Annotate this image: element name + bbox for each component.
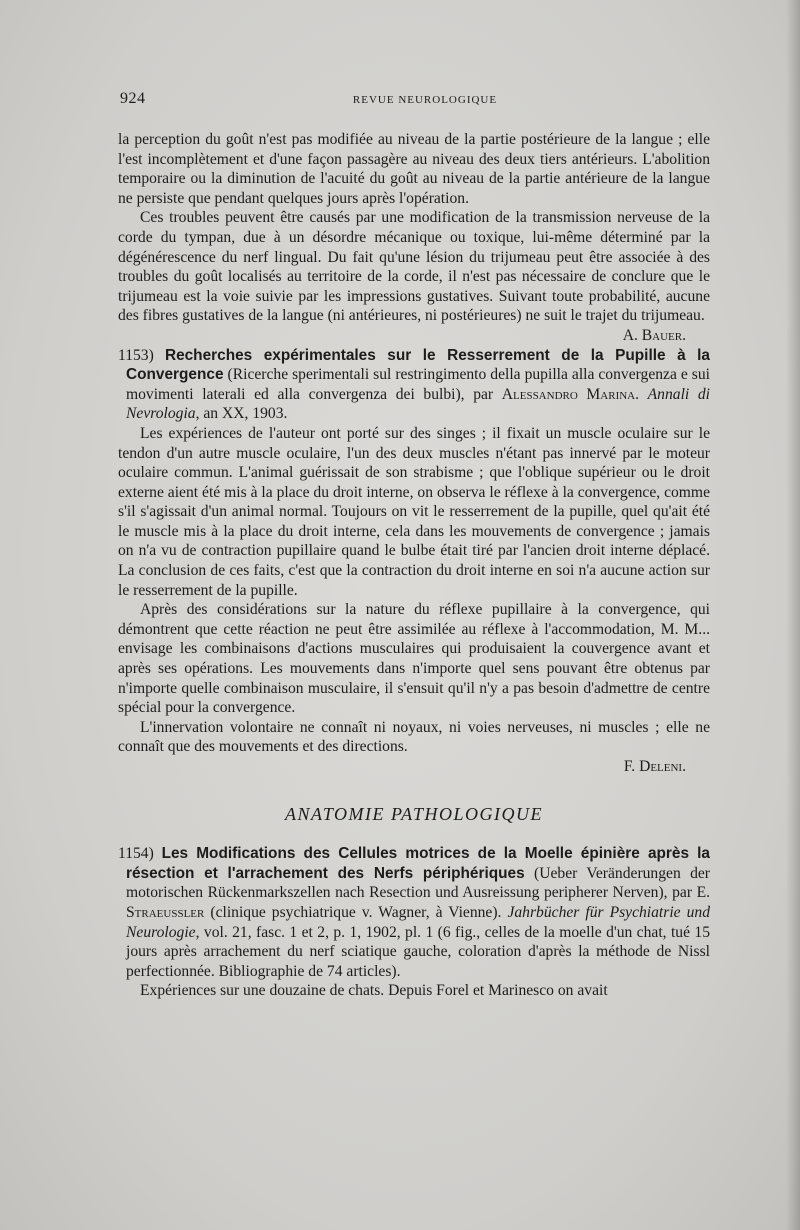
section-title: ANATOMIE PATHOLOGIQUE (284, 803, 543, 824)
page-body (118, 130, 710, 1001)
entry-title: Les Modifications des Cellules motrices de la Moelle épinière après la résection et l'arrachement des Nerfs périphériques (126, 845, 710, 882)
entry-details: , an XX, 1903. (195, 405, 288, 423)
entry-details: (Ricerche sperimentali sul restringimento della pupilla alla convergenza e sui movimenti laterali ed alla convergenza dei bulbi), par (126, 366, 710, 403)
signature: F. Deleni. (623, 758, 686, 775)
paragraph: L'innervation volontaire ne connaît ni noyaux, ni voies nerveuses, ni muscles ; elle ne connaît que des mouvements et des directions. (118, 718, 710, 756)
entry-title: Recherches expérimentales sur le Resserrement de la Pupille à la Convergence (126, 346, 710, 384)
paragraph: Ces troubles peuvent être causés par une modification de la transmission nerveuse de la corde du tympan, due à un désordre mécanique ou toxique, lui-même déterminé par la dégénérescence du nerf lingual. Du fait qu'une lésion du trijumeau peut être associée à des troubles du goût localisés au territoire de la corde, il n'est pas nécessaire de conclure que le trijumeau est la voie suivie par les impressions gustatives. Suivant toute probabilité, aucune des fibres gustatives de la langue (ni antérieures, ni postérieures) ne suit le trajet du trijumeau. (118, 209, 710, 325)
entry-number: 1153) (118, 346, 154, 364)
paragraph: Les expériences de l'auteur ont porté sur des singes ; il fixait un muscle oculaire sur le tendon d'un autre muscle oculaire, l'un des deux muscles n'étant pas innervé par le moteur oculaire commun. L'animal guérissait de son strabisme ; que l'oblique supérieur ou le droit externe aient été mis à la place du droit interne, on observa le réflexe à la convergence, comme s'il s'agissait d'un animal normal. Toujours on vit le resserrement de la pupille, quel qu'ait été le muscle mis à la place du droit interne, cela dans les mouvements de convergence ; jamais on n'a vu de contraction pupillaire quand le bulbe était tiré par l'ancien droit interne déplacé. La conclusion de ces faits, c'est que la contraction du droit interne en soi n'a aucune action sur le resserrement de la pupille. (118, 424, 710, 599)
paragraph: Expériences sur une douzaine de chats. Depuis Forel et Marinesco on avait (140, 982, 608, 1000)
entry-author: Alessandro Marina (501, 385, 636, 403)
entry-1154-heading (118, 844, 710, 981)
paragraph: la perception du goût n'est pas modifiée au niveau de la partie postérieure de la langue ; elle l'est incomplètement et d'une façon passagère au niveau des deux tiers antérieurs. L'abolition temporaire ou la diminution de l'acuité du goût au niveau de la partie antérieure de la langue ne persiste que pendant quelques jours après l'opération. (118, 131, 710, 207)
entry-details: , vol. 21, fasc. 1 et 2, p. 1, 1902, pl. 1 (6 fig., celles de la moelle d'un chat, tué 15 jours après arrachement du nerf sciatique gauche, coloration d'après la méthode de Nissl perfectionnée. Bibliographie de 74 articles). (126, 923, 710, 980)
page-number: 924 (120, 90, 146, 107)
entry-number: 1154) (118, 845, 154, 863)
entry-journal: Annali di Nevrologia (126, 385, 710, 423)
entry-author: Straeussler (126, 903, 205, 921)
entry-1153-heading: 1153) Recherches expérimentales sur le Resserrement de la Pupille à la Convergence (Ricerche sperimentali sul restringimento della pupilla alla convergenza e sui movimenti laterali ed alla convergenza dei bulbi), par Alessandro Marina. Annali di Nevrologia, an XX, 1903. (118, 346, 710, 423)
entry-journal: Jahrbücher für Psychiatrie und Neurologie (126, 903, 710, 941)
running-head: REVUE NEUROLOGIQUE (352, 94, 498, 106)
page-edge-shadow (786, 0, 800, 1230)
paragraph: Après des considérations sur la nature du réflexe pupillaire à la convergence, qui démontrent que cette réaction ne peut être assimilée au réflexe à l'accommodation, M. M... envisage les combinaisons d'actions musculaires qui produisaient la couvergence avant et après ses opérations. Les mouvements dans n'importe quel sens pouvant être obtenus par n'importe quelle combinaison musculaire, il s'ensuit qu'il n'y a pas besoin d'admettre de centre spécial pour la convergence. (118, 601, 710, 717)
signature: A. Bauer. (622, 326, 686, 344)
entry-details: (clinique psychiatrique v. Wagner, à Vienne). (210, 903, 502, 921)
page-header (120, 90, 710, 112)
entry-details: (Ueber Veränderungen der motorischen Rückenmarkszellen nach Resection und Ausreissung peripherer Nerven), par E. (126, 864, 710, 902)
